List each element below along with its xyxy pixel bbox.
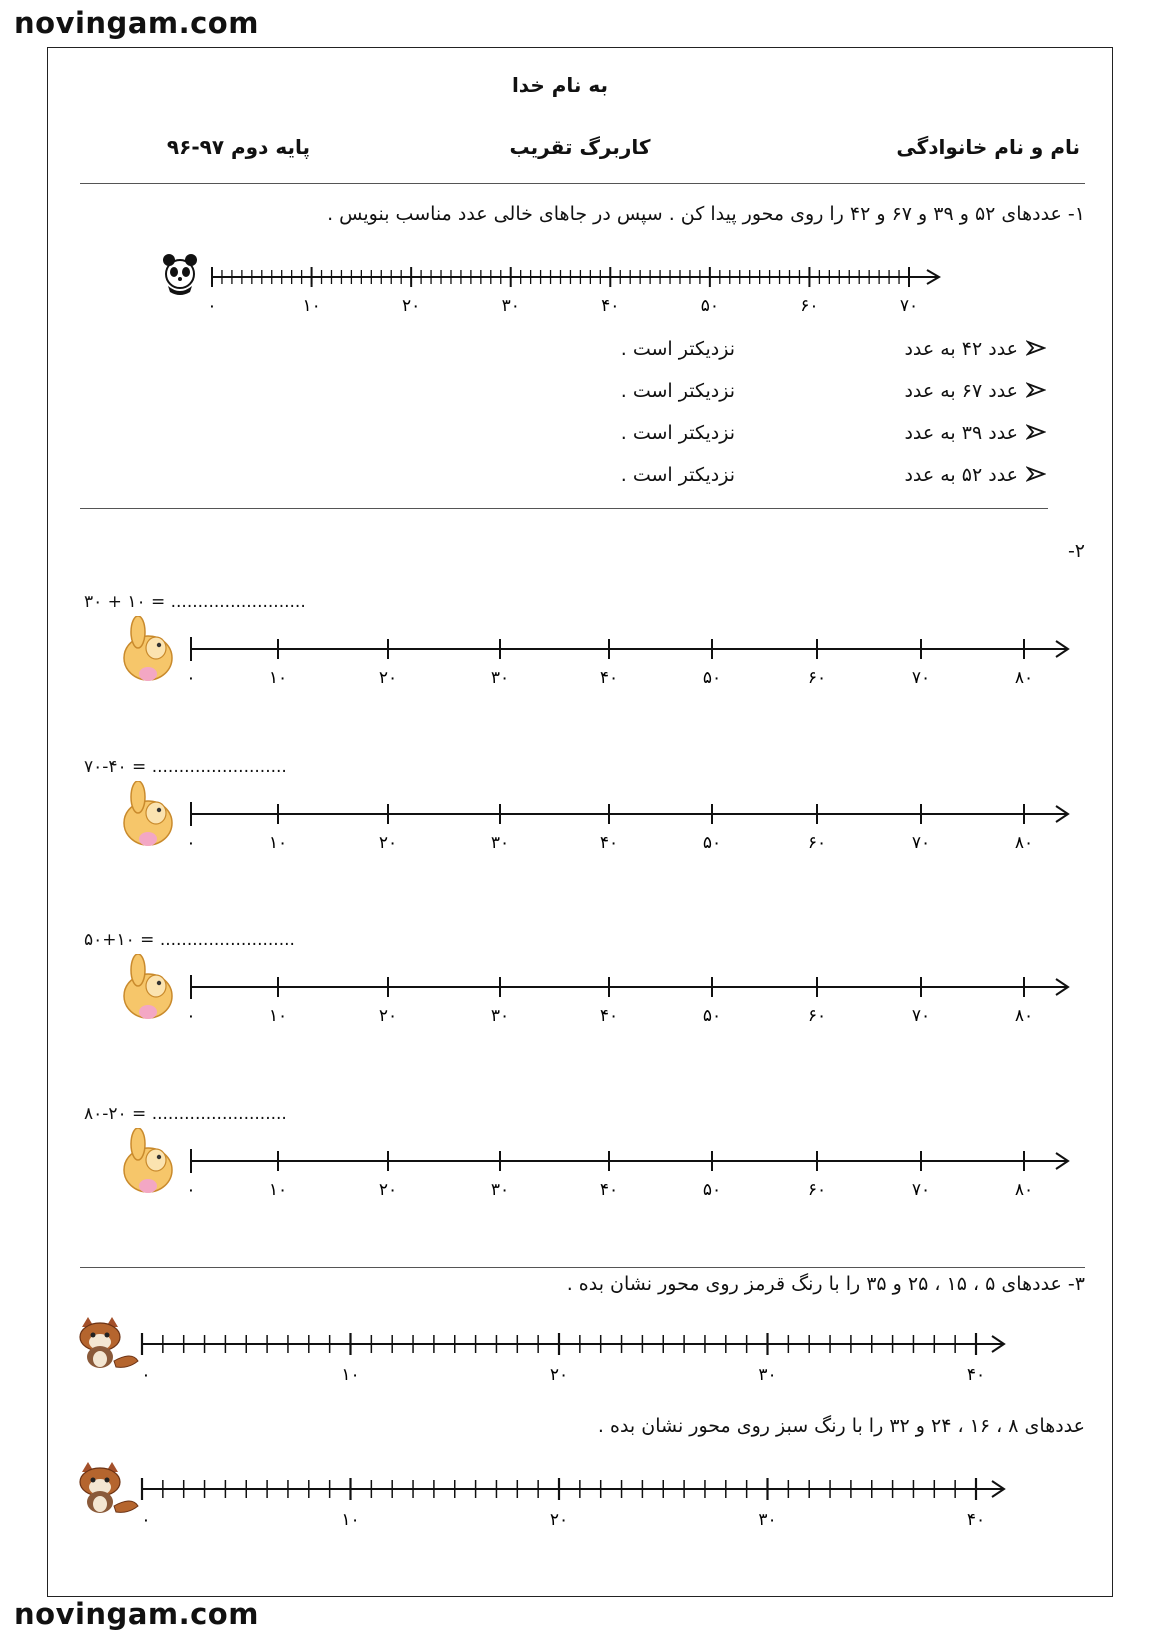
q2-expression: ۸۰-۲۰ = ......................... (84, 1104, 287, 1124)
axis-tick-label: ۲۰ (378, 1180, 398, 1200)
axis-tick-label: ۰ (186, 1006, 196, 1026)
axis-tick-label: ۲۰ (549, 1365, 569, 1385)
axis-tick-label: ۲۰ (378, 833, 398, 853)
bunny-icon (124, 954, 172, 1019)
watermark-bottom: novingam.com (14, 1597, 259, 1631)
axis-tick-label: ۰ (186, 1180, 196, 1200)
axis-tick-label: ۱۰ (341, 1510, 360, 1530)
axis-tick-label: ۱۰ (268, 1006, 288, 1026)
watermark-top: novingam.com (14, 6, 259, 40)
arrowhead-bullet-icon (1026, 464, 1046, 489)
axis-tick-label: ۶۰ (807, 1006, 827, 1026)
q1-item-prefix: عدد ۴۲ به عدد (904, 338, 1018, 360)
axis-tick-label: ۷۰ (911, 668, 931, 688)
axis-tick-label: ۶۰ (807, 833, 827, 853)
axis-tick-label: ۰ (141, 1510, 151, 1530)
axis-tick-label: ۸۰ (1014, 1180, 1034, 1200)
fox-icon (80, 1317, 138, 1368)
axis-tick-label: ۴۰ (601, 296, 620, 316)
axis-tick-label: ۳۰ (758, 1510, 777, 1530)
q1-item-suffix: نزدیکتر است . (620, 338, 735, 360)
q2-expression: ۵۰+۱۰ = ......................... (84, 930, 295, 950)
q3-prompt-red: ۳- عددهای ۵ ، ۱۵ ، ۲۵ و ۳۵ را با رنگ قرمز روی محور نشان بده . (566, 1273, 1085, 1295)
axis-tick-label: ۳۰ (490, 668, 510, 688)
bismillah: به نام خدا (511, 73, 609, 97)
axis-tick-label: ۶۰ (807, 1180, 827, 1200)
axis-tick-label: ۳۰ (490, 1006, 510, 1026)
axis-tick-label: ۰ (186, 833, 196, 853)
axis-tick-label: ۷۰ (911, 1006, 931, 1026)
axis-tick-label: ۱۰ (268, 668, 288, 688)
bunny-icon (124, 1128, 172, 1193)
axis-tick-label: ۰ (141, 1365, 151, 1385)
q1-item-suffix: نزدیکتر است . (620, 380, 735, 402)
axis-tick-label: ۵۰ (702, 668, 722, 688)
axis-tick-label: ۱۰ (268, 1180, 288, 1200)
worksheet-title: کاربرگ تقریب (509, 135, 651, 159)
q2-number-line (110, 1128, 1090, 1218)
bunny-icon (124, 616, 172, 681)
axis-tick-label: ۰ (186, 668, 196, 688)
axis-tick-label: ۱۰ (268, 833, 288, 853)
q1-prompt: ۱- عددهای ۵۲ و ۳۹ و ۶۷ و ۴۲ را روی محور پیدا کن . سپس در جاهای خالی عدد مناسب بنویس . (327, 203, 1085, 225)
q1-divider (80, 508, 1048, 509)
axis-tick-label: ۸۰ (1014, 1006, 1034, 1026)
arrowhead-bullet-icon (1026, 422, 1046, 447)
axis-tick-label: ۶۰ (800, 296, 819, 316)
axis-tick-label: ۲۰ (549, 1510, 569, 1530)
q1-item-suffix: نزدیکتر است . (620, 422, 735, 444)
axis-tick-label: ۳۰ (501, 296, 520, 316)
q2-divider (80, 1267, 1085, 1268)
axis-tick-label: ۴۰ (599, 1006, 619, 1026)
q1-number-line (150, 244, 1010, 324)
q3-number-line-1 (70, 1305, 1020, 1400)
arrowhead-bullet-icon (1026, 338, 1046, 363)
bunny-icon (124, 781, 172, 846)
axis-tick-label: ۴۰ (966, 1510, 986, 1530)
axis-tick-label: ۵۰ (702, 833, 722, 853)
axis-tick-label: ۲۰ (402, 296, 421, 316)
axis-tick-label: ۵۰ (700, 296, 719, 316)
axis-tick-label: ۸۰ (1014, 668, 1034, 688)
q3-number-line-2 (70, 1450, 1020, 1545)
axis-tick-label: ۴۰ (599, 668, 619, 688)
q2-label: -۲ (1067, 540, 1085, 562)
q1-item-prefix: عدد ۵۲ به عدد (904, 464, 1018, 486)
q2-expression: ۳۰ + ۱۰ = ......................... (84, 592, 306, 612)
axis-tick-label: ۱۰ (302, 296, 321, 316)
q2-number-line (110, 616, 1090, 706)
q1-item-suffix: نزدیکتر است . (620, 464, 735, 486)
axis-tick-label: ۳۰ (490, 833, 510, 853)
q1-item-prefix: عدد ۳۹ به عدد (904, 422, 1018, 444)
q3-prompt-green: عددهای ۸ ، ۱۶ ، ۲۴ و ۳۲ را با رنگ سبز روی محور نشان بده . (597, 1415, 1085, 1437)
axis-tick-label: ۵۰ (702, 1006, 722, 1026)
axis-tick-label: ۷۰ (911, 833, 931, 853)
arrowhead-bullet-icon (1026, 380, 1046, 405)
axis-tick-label: ۱۰ (341, 1365, 360, 1385)
axis-tick-label: ۴۰ (599, 1180, 619, 1200)
q2-number-line (110, 954, 1090, 1044)
axis-tick-label: ۲۰ (378, 1006, 398, 1026)
axis-tick-label: ۷۰ (911, 1180, 931, 1200)
q2-number-line (110, 781, 1090, 871)
axis-tick-label: ۳۰ (490, 1180, 510, 1200)
name-label: نام و نام خانوادگی (896, 135, 1080, 159)
axis-tick-label: ۷۰ (899, 296, 919, 316)
axis-tick-label: ۸۰ (1014, 833, 1034, 853)
axis-tick-label: ۵۰ (702, 1180, 722, 1200)
axis-tick-label: ۴۰ (599, 833, 619, 853)
fox-icon (80, 1462, 138, 1513)
axis-tick-label: ۳۰ (758, 1365, 777, 1385)
header-divider (80, 183, 1085, 184)
axis-tick-label: ۰ (207, 296, 217, 316)
axis-tick-label: ۶۰ (807, 668, 827, 688)
axis-tick-label: ۴۰ (966, 1365, 986, 1385)
grade-label: پایه دوم ۹۷-۹۶ (166, 135, 310, 159)
axis-tick-label: ۲۰ (378, 668, 398, 688)
q1-item-prefix: عدد ۶۷ به عدد (904, 380, 1018, 402)
panda-icon (163, 254, 197, 295)
q2-expression: ۷۰-۴۰ = ......................... (84, 757, 287, 777)
